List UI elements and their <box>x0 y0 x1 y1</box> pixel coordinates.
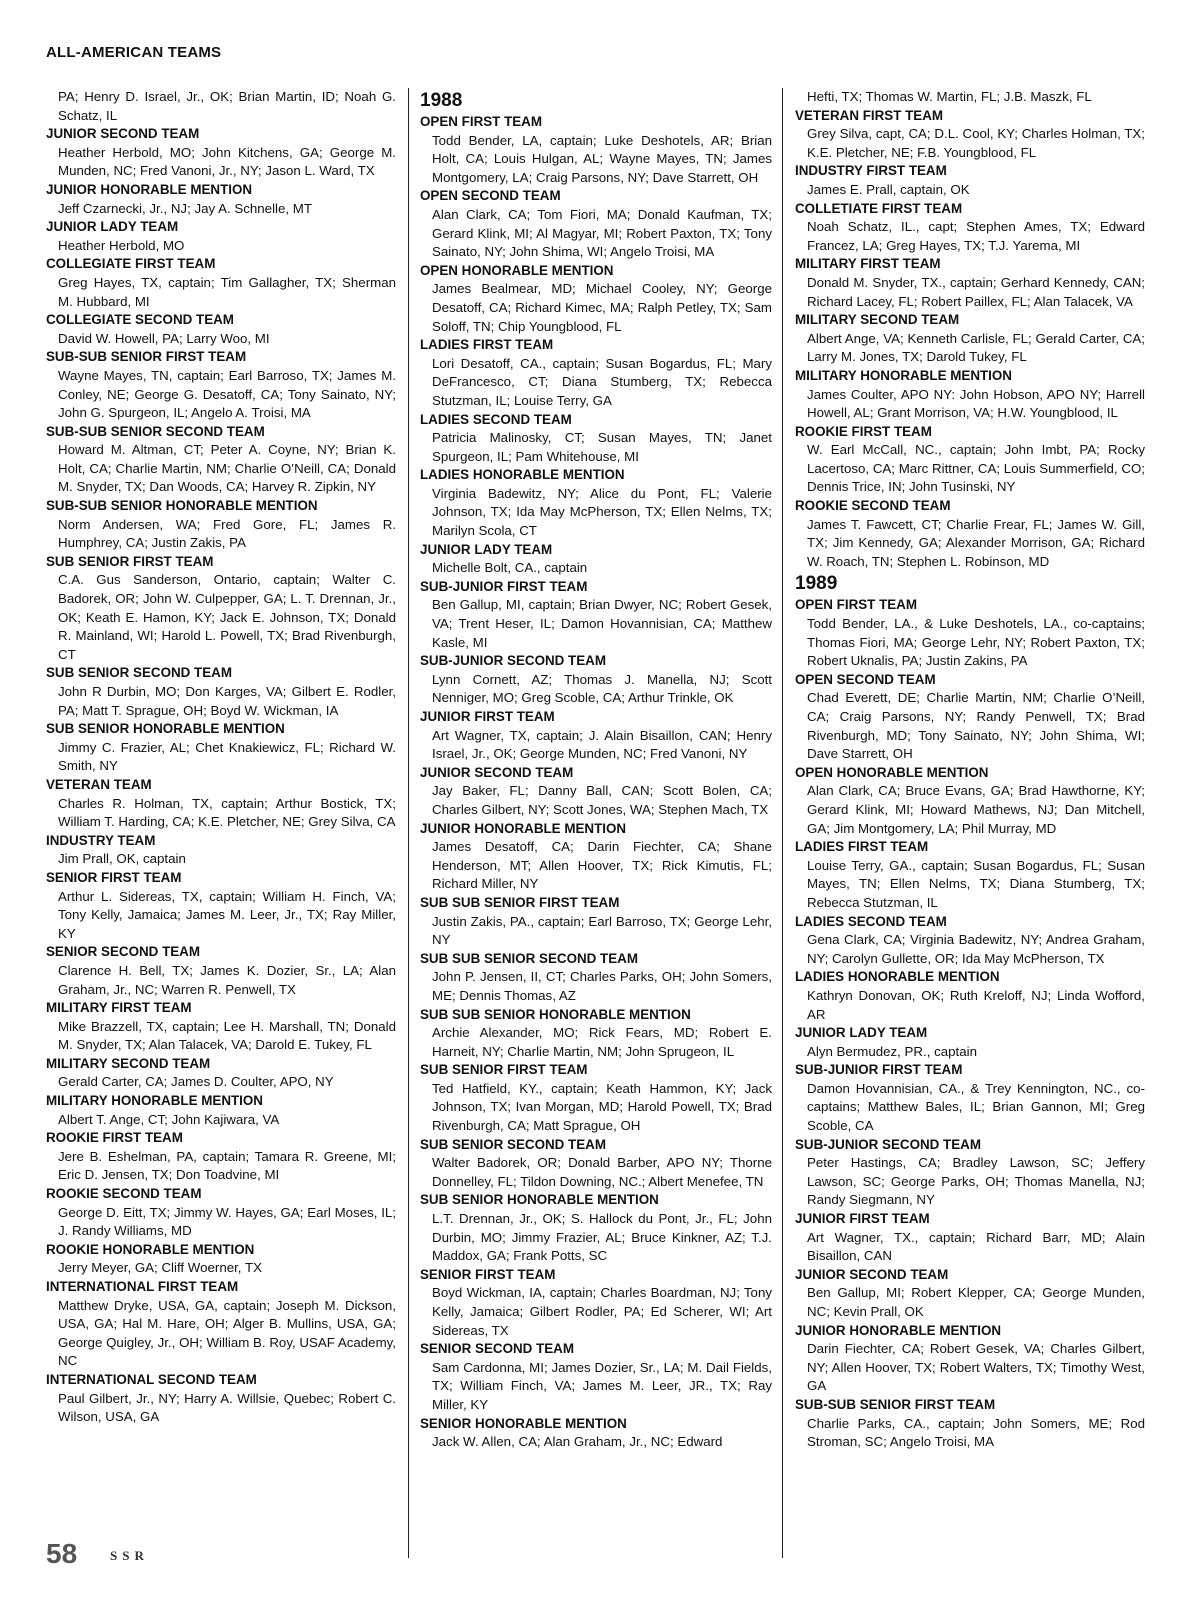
team-heading: OPEN HONORABLE MENTION <box>795 764 989 780</box>
team-roster: James Bealmear, MD; Michael Cooley, NY; George Desatoff, CA; Richard Kimec, MA; Ralph Petley, TX; Sam Soloff, TN; Chip Youngblood, FL <box>432 281 772 334</box>
team-heading: JUNIOR FIRST TEAM <box>795 1211 930 1227</box>
team-roster: George D. Eitt, TX; Jimmy W. Hayes, GA; Earl Moses, IL; J. Randy Williams, MD <box>58 1204 396 1239</box>
team-roster: James Coulter, APO NY: John Hobson, APO NY; Harrell Howell, AL; Grant Morrison, VA; H.W. Youngblood, IL <box>807 386 1145 421</box>
team-heading: SUB-JUNIOR SECOND TEAM <box>795 1136 981 1152</box>
team-heading: SUB SUB SENIOR FIRST TEAM <box>420 894 620 910</box>
team-roster: Peter Hastings, CA; Bradley Lawson, SC; Jeffery Lawson, SC; George Parks, OH; Thomas Manella, NJ; Randy Siegmann, NY <box>807 1155 1145 1208</box>
team-heading: LADIES SECOND TEAM <box>420 411 572 427</box>
team-roster: Gerald Carter, CA; James D. Coulter, APO, NY <box>58 1074 334 1090</box>
team-roster: Matthew Dryke, USA, GA, captain; Joseph M. Dickson, USA, GA; Hal M. Hare, OH; Alger B. Mullins, USA, GA; George Quigley, Jr., OH; William B. Roy, USAF Academy, NC <box>58 1297 396 1369</box>
page-header: ALL-AMERICAN TEAMS <box>46 44 222 61</box>
year-heading: 1989 <box>795 573 838 595</box>
team-heading: COLLEGIATE SECOND TEAM <box>46 312 234 328</box>
team-roster: Wayne Mayes, TN, captain; Earl Barroso, TX; James M. Conley, NE; George G. Desatoff, CA; Tony Sainato, NY; John G. Spurgeon, IL; Angelo A. Troisi, MA <box>58 367 396 421</box>
team-roster: Kathryn Donovan, OK; Ruth Kreloff, NJ; Linda Wofford, AR <box>807 987 1145 1022</box>
team-heading: SUB-SUB SENIOR SECOND TEAM <box>46 423 265 439</box>
team-heading: SENIOR HONORABLE MENTION <box>420 1415 627 1431</box>
team-heading: JUNIOR SECOND TEAM <box>795 1266 949 1282</box>
team-roster: Alan Clark, CA; Bruce Evans, GA; Brad Hawthorne, KY; Gerard Klink, MI; Howard Mathews, NJ; Dan Mitchell, GA; Jim Montgomery, LA; Phil Murray, MD <box>807 783 1145 836</box>
team-roster: Walter Badorek, OR; Donald Barber, APO NY; Thorne Donnelley, FL; Tildon Downing, NC.; Albert Menefee, TN <box>432 1155 772 1189</box>
team-roster: Gena Clark, CA; Virginia Badewitz, NY; Andrea Graham, NY; Carolyn Gullette, OR; Ida May McPherson, TX <box>807 932 1145 966</box>
team-heading: SUB-SUB SENIOR FIRST TEAM <box>46 349 247 365</box>
team-roster: Todd Bender, LA, captain; Luke Deshotels, AR; Brian Holt, CA; Louis Hulgan, AL; Wayne Mayes, TN; James Montgomery, LA; Craig Parsons, NY; Dave Starrett, OH <box>432 132 772 185</box>
team-heading: LADIES HONORABLE MENTION <box>420 467 625 483</box>
team-heading: SUB SENIOR SECOND TEAM <box>420 1136 606 1152</box>
team-heading: VETERAN TEAM <box>46 776 152 792</box>
team-roster: Virginia Badewitz, NY; Alice du Pont, FL; Valerie Johnson, TX; Ida May McPherson, TX; Ellen Nelms, TX; Marilyn Scola, CT <box>432 485 772 539</box>
column-1 <box>46 88 396 1427</box>
column-3 <box>795 88 1145 1452</box>
team-roster: Patricia Malinosky, CT; Susan Mayes, TN; Janet Spurgeon, IL; Pam Whitehouse, MI <box>432 430 772 464</box>
team-heading: SUB-SUB SENIOR FIRST TEAM <box>795 1396 996 1412</box>
team-heading: INTERNATIONAL FIRST TEAM <box>46 1279 239 1294</box>
team-heading: OPEN HONORABLE MENTION <box>420 262 614 278</box>
team-heading: SUB-SUB SENIOR HONORABLE MENTION <box>46 498 318 514</box>
team-heading: SENIOR FIRST TEAM <box>420 1266 556 1282</box>
team-roster: John P. Jensen, II, CT; Charles Parks, OH; John Somers, ME; Dennis Thomas, AZ <box>432 969 772 1003</box>
team-roster: Jerry Meyer, GA; Cliff Woerner, TX <box>58 1260 262 1276</box>
team-roster: Darin Fiechter, CA; Robert Gesek, VA; Charles Gilbert, NY; Allen Hoover, TX; Robert Walters, TX; Timothy West, GA <box>807 1341 1145 1394</box>
team-heading: SUB SENIOR FIRST TEAM <box>420 1062 588 1078</box>
team-roster: Charles R. Holman, TX, captain; Arthur Bostick, TX; William T. Harding, CA; K.E. Pletcher, NE; Grey Silva, CA <box>58 795 396 830</box>
team-heading: LADIES SECOND TEAM <box>795 913 947 929</box>
team-roster: Jimmy C. Frazier, AL; Chet Knakiewicz, FL; Richard W. Smith, NY <box>58 739 396 774</box>
team-heading: JUNIOR HONORABLE MENTION <box>795 1322 1002 1338</box>
team-heading: MILITARY SECOND TEAM <box>46 1055 211 1071</box>
team-roster: David W. Howell, PA; Larry Woo, MI <box>58 330 270 346</box>
team-roster: Greg Hayes, TX, captain; Tim Gallagher, TX; Sherman M. Hubbard, MI <box>58 274 396 309</box>
team-roster: Alan Clark, CA; Tom Fiori, MA; Donald Kaufman, TX; Gerard Klink, MI; Al Magyar, MI; Robert Paxton, TX; Tony Sainato, NY; John Shima, WI; Angelo Troisi, MA <box>432 206 772 260</box>
team-heading: OPEN FIRST TEAM <box>795 597 918 613</box>
team-roster: Ted Hatfield, KY., captain; Keath Hammon, KY; Jack Johnson, TX; Ivan Morgan, MD; Harold Powell, TX; Brad Rivenburgh, CA; Matt Sprague, OH <box>432 1080 772 1134</box>
team-roster: Jeff Czarnecki, Jr., NJ; Jay A. Schnelle, MT <box>58 200 312 216</box>
team-heading: ROOKIE SECOND TEAM <box>46 1186 202 1202</box>
team-heading: JUNIOR LADY TEAM <box>420 541 553 557</box>
year-heading: 1988 <box>420 90 463 111</box>
team-roster: Jere B. Eshelman, PA, captain; Tamara R. Greene, MI; Eric D. Jensen, TX; Don Toadvine, MI <box>58 1148 396 1183</box>
team-roster: Clarence H. Bell, TX; James K. Dozier, Sr., LA; Alan Graham, Jr., NC; Warren R. Penwell, TX <box>58 962 396 997</box>
team-heading: JUNIOR LADY TEAM <box>46 219 179 235</box>
team-heading: INTERNATIONAL SECOND TEAM <box>46 1371 257 1387</box>
team-heading: INDUSTRY TEAM <box>46 832 156 848</box>
team-roster: Arthur L. Sidereas, TX, captain; William H. Finch, VA; Tony Kelly, Jamaica; James M. Leer, Jr., TX; Ray Miller, KY <box>58 888 396 941</box>
team-heading: SENIOR SECOND TEAM <box>420 1341 575 1357</box>
team-roster: Norm Andersen, WA; Fred Gore, FL; James R. Humphrey, CA; Justin Zakis, PA <box>58 516 396 551</box>
team-heading: SUB SENIOR HONORABLE MENTION <box>46 721 285 737</box>
team-heading: SENIOR FIRST TEAM <box>46 869 182 885</box>
team-heading: SUB SENIOR SECOND TEAM <box>46 665 232 681</box>
team-roster: Lynn Cornett, AZ; Thomas J. Manella, NJ; Scott Nenniger, MO; Greg Scoble, CA; Arthur Trinkle, OK <box>432 671 772 706</box>
team-heading: SUB SENIOR FIRST TEAM <box>46 553 214 569</box>
team-heading: MILITARY SECOND TEAM <box>795 312 960 328</box>
team-heading: JUNIOR HONORABLE MENTION <box>46 181 253 197</box>
team-roster: Alyn Bermudez, PR., captain <box>807 1043 977 1059</box>
team-roster: Donald M. Snyder, TX., captain; Gerhard Kennedy, CAN; Richard Lacey, FL; Robert Paillex, FL; Alan Talacek, VA <box>807 274 1145 309</box>
team-heading: MILITARY FIRST TEAM <box>46 1000 192 1016</box>
team-heading: INDUSTRY FIRST TEAM <box>795 163 947 179</box>
team-heading: SUB-JUNIOR FIRST TEAM <box>795 1062 963 1078</box>
team-heading: LADIES FIRST TEAM <box>795 839 929 855</box>
team-roster: James Desatoff, CA; Darin Fiechter, CA; Shane Henderson, MT; Allen Hoover, TX; Rick Kimutis, FL; Richard Miller, NY <box>432 839 772 892</box>
team-heading: SUB SUB SENIOR SECOND TEAM <box>420 950 638 966</box>
team-heading: OPEN SECOND TEAM <box>795 671 936 687</box>
team-roster: Justin Zakis, PA., captain; Earl Barroso, TX; George Lehr, NY <box>432 913 772 948</box>
team-roster: Albert Ange, VA; Kenneth Carlisle, FL; Gerald Carter, CA; Larry M. Jones, TX; Darold Tukey, FL <box>807 330 1145 365</box>
team-roster: Art Wagner, TX, captain; J. Alain Bisaillon, CAN; Henry Israel, Jr., OK; George Munden, NC; Fred Vanoni, NY <box>432 727 772 762</box>
team-roster: Chad Everett, DE; Charlie Martin, NM; Charlie O’Neill, CA; Craig Parsons, NY; Randy Penwell, TX; Brad Rivenburgh, MD; Tony Sainato, NY; John Shima, WI; Dave Starrett, OH <box>807 690 1145 762</box>
page-number: 58 <box>46 1538 78 1569</box>
team-roster: Sam Cardonna, MI; James Dozier, Sr., LA; M. Dail Fields, TX; William Finch, VA; James M. Leer, JR., TX; Ray Miller, KY <box>432 1359 772 1412</box>
team-heading: ROOKIE FIRST TEAM <box>46 1130 183 1146</box>
team-roster: PA; Henry D. Israel, Jr., OK; Brian Martin, ID; Noah G. Schatz, IL <box>58 89 396 123</box>
team-heading: OPEN SECOND TEAM <box>420 188 561 204</box>
team-heading: COLLEGIATE FIRST TEAM <box>46 256 216 272</box>
team-roster: Art Wagner, TX., captain; Richard Barr, MD; Alain Bisaillon, CAN <box>807 1229 1145 1264</box>
team-roster: Jack W. Allen, CA; Alan Graham, Jr., NC; Edward <box>432 1434 723 1450</box>
team-heading: SUB SENIOR HONORABLE MENTION <box>420 1192 659 1208</box>
team-roster: Mike Brazzell, TX, captain; Lee H. Marshall, TN; Donald M. Snyder, TX; Alan Talacek, VA; Darold E. Tukey, FL <box>58 1018 396 1053</box>
team-roster: Heather Herbold, MO; John Kitchens, GA; George M. Munden, NC; Fred Vanoni, Jr., NY; Jason L. Ward, TX <box>58 144 396 179</box>
team-roster: Howard M. Altman, CT; Peter A. Coyne, NY; Brian K. Holt, CA; Charlie Martin, NM; Charlie O’Neill, CA; Donald M. Snyder, TX; Dan Woods, CA; Harvey R. Zipkin, NY <box>58 442 396 495</box>
team-roster: Hefti, TX; Thomas W. Martin, FL; J.B. Maszk, FL <box>807 89 1092 104</box>
team-roster: Archie Alexander, MO; Rick Fears, MD; Robert E. Harneit, NY; Charlie Martin, NM; John Sprugeon, IL <box>432 1025 772 1059</box>
team-heading: JUNIOR HONORABLE MENTION <box>420 820 627 836</box>
team-roster: Michelle Bolt, CA., captain <box>432 560 588 576</box>
team-roster: James E. Prall, captain, OK <box>807 181 970 197</box>
team-roster: C.A. Gus Sanderson, Ontario, captain; Walter C. Badorek, OR; John W. Culpepper, GA; L. T. Drennan, Jr., OK; Keath E. Hamon, KY; Jack E. Johnson, TX; Donald R. Mainland, WI; Harold L. Powell, TX; Brad Rivenburgh, CT <box>58 572 396 662</box>
team-roster: Todd Bender, LA., & Luke Deshotels, LA., co-captains; Thomas Fiori, MA; George Lehr, NY; Robert Paxton, TX; Robert Uknalis, PA; Justin Zakins, PA <box>807 616 1145 669</box>
team-heading: LADIES HONORABLE MENTION <box>795 969 1000 985</box>
team-heading: LADIES FIRST TEAM <box>420 337 554 353</box>
team-heading: MILITARY FIRST TEAM <box>795 256 941 272</box>
team-heading: SUB SUB SENIOR HONORABLE MENTION <box>420 1006 691 1022</box>
team-heading: ROOKIE HONORABLE MENTION <box>46 1241 255 1257</box>
team-heading: SUB-JUNIOR FIRST TEAM <box>420 578 588 594</box>
team-roster: Jim Prall, OK, captain <box>58 851 186 867</box>
footer-logo: SSR <box>110 1548 149 1563</box>
team-roster: Albert T. Ange, CT; John Kajiwara, VA <box>58 1111 280 1127</box>
team-roster: Ben Gallup, MI; Robert Klepper, CA; George Munden, NC; Kevin Prall, OK <box>807 1285 1145 1319</box>
team-roster: Jay Baker, FL; Danny Ball, CAN; Scott Bolen, CA; Charles Gilbert, NY; Scott Jones, WA; Stephen Mach, TX <box>432 783 772 817</box>
column-divider <box>782 88 783 1558</box>
team-roster: Paul Gilbert, Jr., NY; Harry A. Willsie, Quebec; Robert C. Wilson, USA, GA <box>58 1390 396 1425</box>
team-heading: OPEN FIRST TEAM <box>420 114 543 129</box>
team-heading: COLLETIATE FIRST TEAM <box>795 200 963 216</box>
team-heading: SENIOR SECOND TEAM <box>46 944 201 960</box>
team-roster: Louise Terry, GA., captain; Susan Bogardus, FL; Susan Mayes, TN; Ellen Nelms, TX; Diana Stumberg, TX; Rebecca Stutzman, IL <box>807 857 1145 910</box>
team-heading: JUNIOR LADY TEAM <box>795 1025 928 1041</box>
team-roster: James T. Fawcett, CT; Charlie Frear, FL; James W. Gill, TX; Jim Kennedy, GA; Alexander Morrison, GA; Richard W. Roach, TN; Stephen L. Robinson, MD <box>807 516 1145 569</box>
team-heading: ROOKIE SECOND TEAM <box>795 498 951 514</box>
column-2 <box>420 88 772 1452</box>
team-heading: ROOKIE FIRST TEAM <box>795 423 932 439</box>
team-heading: VETERAN FIRST TEAM <box>795 107 944 123</box>
team-roster: Noah Schatz, IL., capt; Stephen Ames, TX; Edward Francez, LA; Greg Hayes, TX; T.J. Yarema, MI <box>807 219 1145 253</box>
team-roster: Lori Desatoff, CA., captain; Susan Bogardus, FL; Mary DeFrancesco, CT; Diana Stumberg, TX; Rebecca Stutzman, IL; Louise Terry, GA <box>432 355 772 408</box>
team-heading: JUNIOR SECOND TEAM <box>46 126 200 142</box>
team-roster: Damon Hovannisian, CA., & Trey Kennington, NC., co-captains; Matthew Bales, IL; Brian Gannon, MI; Greg Scoble, CA <box>807 1080 1145 1134</box>
team-roster: Ben Gallup, MI, captain; Brian Dwyer, NC; Robert Gesek, VA; Trent Heser, IL; Damon Hovannisian, CA; Matthew Kasle, MI <box>432 597 772 650</box>
team-roster: John R Durbin, MO; Don Karges, VA; Gilbert E. Rodler, PA; Matt T. Sprague, OH; Boyd W. Wickman, IA <box>58 684 396 718</box>
team-roster: Charlie Parks, CA., captain; John Somers, ME; Rod Stroman, SC; Angelo Troisi, MA <box>807 1415 1145 1450</box>
team-roster: L.T. Drennan, Jr., OK; S. Hallock du Pont, Jr., FL; John Durbin, MO; Jimmy Frazier, AL; Bruce Kinkner, AZ; T.J. Maddox, GA; Frank Potts, SC <box>432 1211 772 1264</box>
team-roster: Boyd Wickman, IA, captain; Charles Boardman, NJ; Tony Kelly, Jamaica; Gilbert Rodler, PA; Ed Scherer, WI; Art Sidereas, TX <box>432 1285 772 1338</box>
team-heading: JUNIOR FIRST TEAM <box>420 709 555 724</box>
team-roster: Heather Herbold, MO <box>58 237 185 253</box>
team-roster: Grey Silva, capt, CA; D.L. Cool, KY; Charles Holman, TX; K.E. Pletcher, NE; F.B. Youngblood, FL <box>807 126 1145 160</box>
team-heading: MILITARY HONORABLE MENTION <box>795 367 1012 383</box>
team-heading: JUNIOR SECOND TEAM <box>420 764 574 780</box>
team-heading: MILITARY HONORABLE MENTION <box>46 1093 263 1109</box>
team-heading: SUB-JUNIOR SECOND TEAM <box>420 653 606 669</box>
team-roster: W. Earl McCall, NC., captain; John Imbt, PA; Rocky Lacertoso, CA; Marc Rittner, CA; Louis Summerfield, CO; Dennis Trice, IN; John Tusinski, NY <box>807 442 1145 495</box>
column-divider <box>408 88 409 1558</box>
